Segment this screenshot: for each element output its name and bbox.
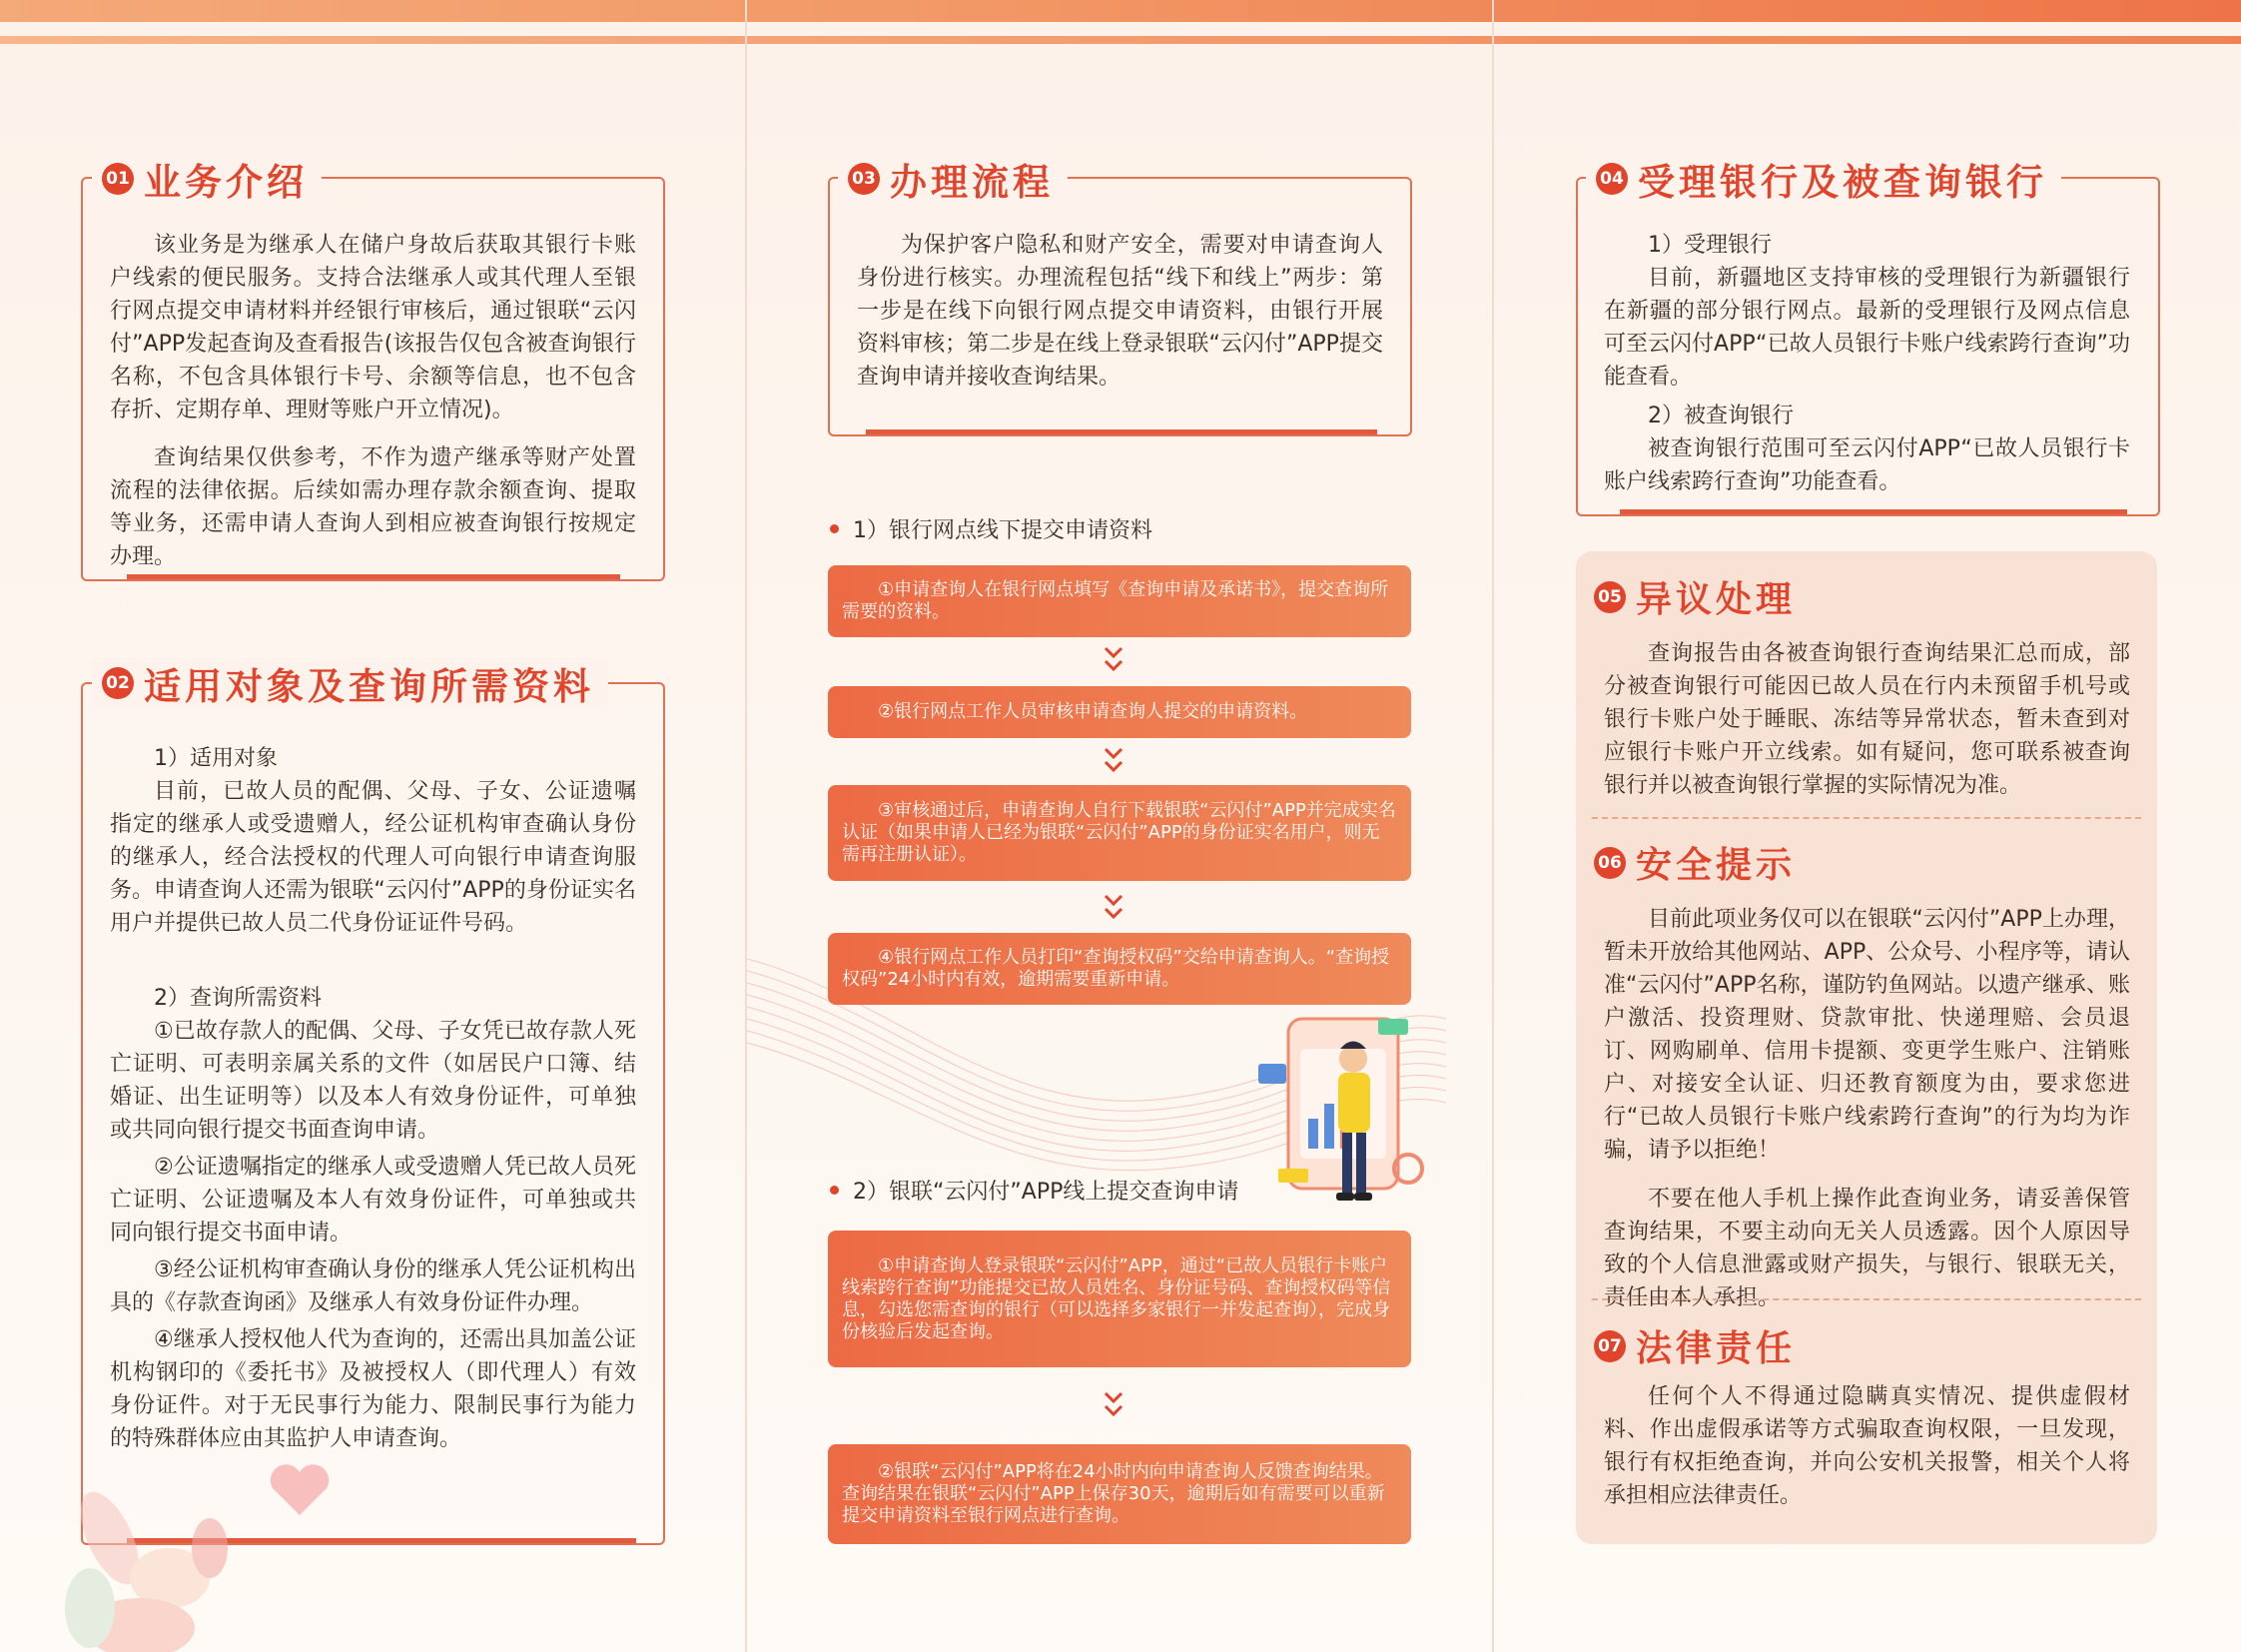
section-title-text: 异议处理 <box>1636 579 1797 620</box>
offline-heading-text: 1）银行网点线下提交申请资料 <box>853 518 1152 543</box>
dispute-paragraph: 查询报告由各被查询银行查询结果汇总而成，部分被查询银行可能因已故人员在行内未预留手机号或银行卡账户处于睡眠、冻结等异常状态，暂未查到对应银行卡账户开立线索。如有疑问，您可联系被查询银行并以被查询银行掌握的实际情况为准。 <box>1604 641 2130 798</box>
materials-item: ①已故存款人的配偶、父母、子女凭已故存款人死亡证明、可表明亲属关系的文件（如居民户口簿、结婚证、出生证明等）以及本人有效身份证件，可单独或共同向银行提交书面查询申请。 <box>110 1019 636 1143</box>
intro-text <box>110 229 636 573</box>
section-title-eligibility <box>92 658 608 708</box>
fold-line <box>745 0 747 1652</box>
offline-steps-heading <box>830 513 1152 544</box>
process-paragraph: 为保护客户隐私和财产安全，需要对申请查询人身份进行核实。办理流程包括“线下和线上”两步：第一步是在线下向银行网点提交申请资料，由银行开展资料审核；第二步是在线上登录银联“云闪付”APP提交查询申请并接收查询结果。 <box>857 233 1383 390</box>
step-text: ②银联“云闪付”APP将在24小时内向申请查询人反馈查询结果。查询结果在银联“云闪付”APP上保存30天，逾期后如有需要可以重新提交申请资料至银行网点进行查询。 <box>842 1461 1385 1526</box>
box-underline <box>127 574 620 579</box>
step-text: ①申请查询人在银行网点填写《查询申请及承诺书》，提交查询所需要的资料。 <box>842 579 1389 622</box>
offline-step-4 <box>828 933 1411 1005</box>
section-title-text: 适用对象及查询所需资料 <box>144 665 594 708</box>
online-steps-heading <box>830 1175 1238 1206</box>
materials-item: ②公证遗嘱指定的继承人或受遗赠人凭已故人员死亡证明、公证遗嘱及本人有效身份证件，可单独或共同向银行提交书面申请。 <box>110 1155 636 1245</box>
dispute-text <box>1604 637 2130 802</box>
section-title-dispute <box>1594 571 1796 622</box>
section-title-legal <box>1594 1320 1796 1371</box>
intro-paragraph-2: 查询结果仅供参考，不作为遗产继承等财产处置流程的法律依据。后续如需办理存款余额查询、提取等业务，还需申请人查询人到相应被查询银行按规定办理。 <box>110 445 636 569</box>
section-number-badge: 02 <box>102 667 134 699</box>
process-intro-text <box>857 229 1383 394</box>
section-title-text: 法律责任 <box>1636 1328 1797 1369</box>
accepting-bank-paragraph: 目前，新疆地区支持审核的受理银行为新疆银行在新疆的部分银行网点。最新的受理银行及网点信息可至云闪付APP“已故人员银行卡账户线索跨行查询”功能查看。 <box>1604 266 2130 390</box>
safety-paragraph-2: 不要在他人手机上操作此查询业务，请妥善保管查询结果，不要主动向无关人员透露。因个人原因导致的个人信息泄露或财产损失，与银行、银联无关，责任由本人承担。 <box>1604 1187 2130 1310</box>
queried-bank-subheading: 2）被查询银行 <box>1648 404 1794 428</box>
top-accent-line <box>0 36 2241 44</box>
bullet-dot <box>830 1186 839 1195</box>
section-title-text: 办理流程 <box>890 161 1054 204</box>
section-number-badge: 06 <box>1594 847 1626 879</box>
intro-paragraph-1: 该业务是为继承人在储户身故后获取其银行卡账户线索的便民服务。支持合法继承人或其代理人至银行网点提交申请材料并经银行审核后，通过银联“云闪付”APP发起查询及查看报告(该报告仅包含被查询银行名称，不包含具体银行卡号、余额等信息，也不包含存折、定期存单、理财等账户开立情况)。 <box>110 233 636 422</box>
safety-text <box>1604 903 2130 1314</box>
chevron-down-icon <box>1103 892 1124 922</box>
section-title-text: 业务介绍 <box>144 161 308 204</box>
materials-subheading: 2）查询所需资料 <box>154 986 322 1011</box>
top-banner-bar <box>0 0 2241 22</box>
materials-item: ③经公证机构审查确认身份的继承人凭公证机构出具的《存款查询函》及继承人有效身份证件办理。 <box>110 1257 636 1315</box>
online-step-1 <box>828 1231 1411 1367</box>
box-underline <box>1620 509 2127 514</box>
fold-line <box>1492 0 1494 1652</box>
box-underline <box>866 429 1377 434</box>
safety-paragraph-1: 目前此项业务仅可以在银联“云闪付”APP上办理，暂未开放给其他网站、APP、公众号、小程序等，请认准“云闪付”APP名称，谨防钓鱼网站。以遗产继承、账户激活、投资理财、贷款审批、快递理赔、会员退订、网购刷单、信用卡提额、变更学生账户、注销账户、对接安全认证、归还教育额度为由，要求您进行“已故人员银行卡账户线索跨行查询”的行为均为诈骗，请予以拒绝！ <box>1604 907 2130 1163</box>
offline-step-3 <box>828 785 1411 881</box>
materials-item: ④继承人授权他人代为查询的，还需出具加盖公证机构钢印的《委托书》及被授权人（即代理人）有效身份证件。对于无民事行为能力、限制民事行为能力的特殊群体应由其监护人申请查询。 <box>110 1327 636 1451</box>
accepting-bank-subheading: 1）受理银行 <box>1648 233 1772 258</box>
legal-paragraph: 任何个人不得通过隐瞒真实情况、提供虚假材料、作出虚假承诺等方式骗取查询权限，一旦发现，银行有权拒绝查询，并向公安机关报警，相关个人将承担相应法律责任。 <box>1604 1384 2130 1508</box>
section-title-text: 安全提示 <box>1636 845 1797 886</box>
banks-text <box>1604 229 2130 498</box>
section-title-process <box>838 154 1068 204</box>
section-number-badge: 07 <box>1594 1330 1626 1362</box>
queried-bank-paragraph: 被查询银行范围可至云闪付APP“已故人员银行卡账户线索跨行查询”功能查看。 <box>1604 436 2130 494</box>
dashed-divider <box>1592 1298 2141 1300</box>
chevron-down-icon <box>1103 1389 1124 1419</box>
legal-text <box>1604 1380 2130 1512</box>
step-text: ④银行网点工作人员打印“查询授权码”交给申请查询人。“查询授权码”24小时内有效，逾期需要重新申请。 <box>842 947 1390 990</box>
section-title-intro <box>92 154 322 204</box>
section-title-safety <box>1594 837 1796 888</box>
heart-decoration <box>265 1460 335 1520</box>
step-text: ③审核通过后，申请查询人自行下载银联“云闪付”APP并完成实名认证（如果申请人已经为银联“云闪付”APP的身份证实名用户，则无需再注册认证）。 <box>842 800 1396 865</box>
step-text: ①申请查询人登录银联“云闪付”APP，通过“已故人员银行卡账户线索跨行查询”功能提交已故人员姓名、身份证号码、查询授权码等信息，勾选您需查询的银行（可以选择多家银行一并发起查询），完成身份核验后发起查询。 <box>842 1254 1391 1342</box>
online-step-2 <box>828 1444 1411 1544</box>
person-phone-illustration <box>1248 1009 1448 1229</box>
eligibility-paragraph: 目前，已故人员的配偶、父母、子女、公证遗嘱指定的继承人或受遗赠人，经公证机构审查确认身份的继承人，经合法授权的代理人可向银行申请查询服务。申请查询人还需为银联“云闪付”APP的身份证实名用户并提供已故人员二代身份证证件号码。 <box>110 779 636 936</box>
bullet-dot <box>830 524 839 533</box>
step-text: ②银行网点工作人员审核申请查询人提交的申请资料。 <box>878 701 1308 722</box>
online-heading-text: 2）银联“云闪付”APP线上提交查询申请 <box>853 1180 1239 1205</box>
section-number-badge: 04 <box>1596 163 1628 195</box>
section-number-badge: 03 <box>848 163 880 195</box>
dashed-divider <box>1592 817 2141 819</box>
section-title-text: 受理银行及被查询银行 <box>1638 161 2047 204</box>
eligibility-subheading: 1）适用对象 <box>154 746 278 771</box>
section-number-badge: 05 <box>1594 581 1626 613</box>
eligibility-text <box>110 742 636 1455</box>
flower-decoration <box>50 1458 250 1652</box>
offline-step-1 <box>828 565 1411 637</box>
section-title-banks <box>1586 154 2061 204</box>
chevron-down-icon <box>1103 644 1124 674</box>
offline-step-2 <box>828 686 1411 738</box>
section-number-badge: 01 <box>102 163 134 195</box>
chevron-down-icon <box>1103 745 1124 775</box>
